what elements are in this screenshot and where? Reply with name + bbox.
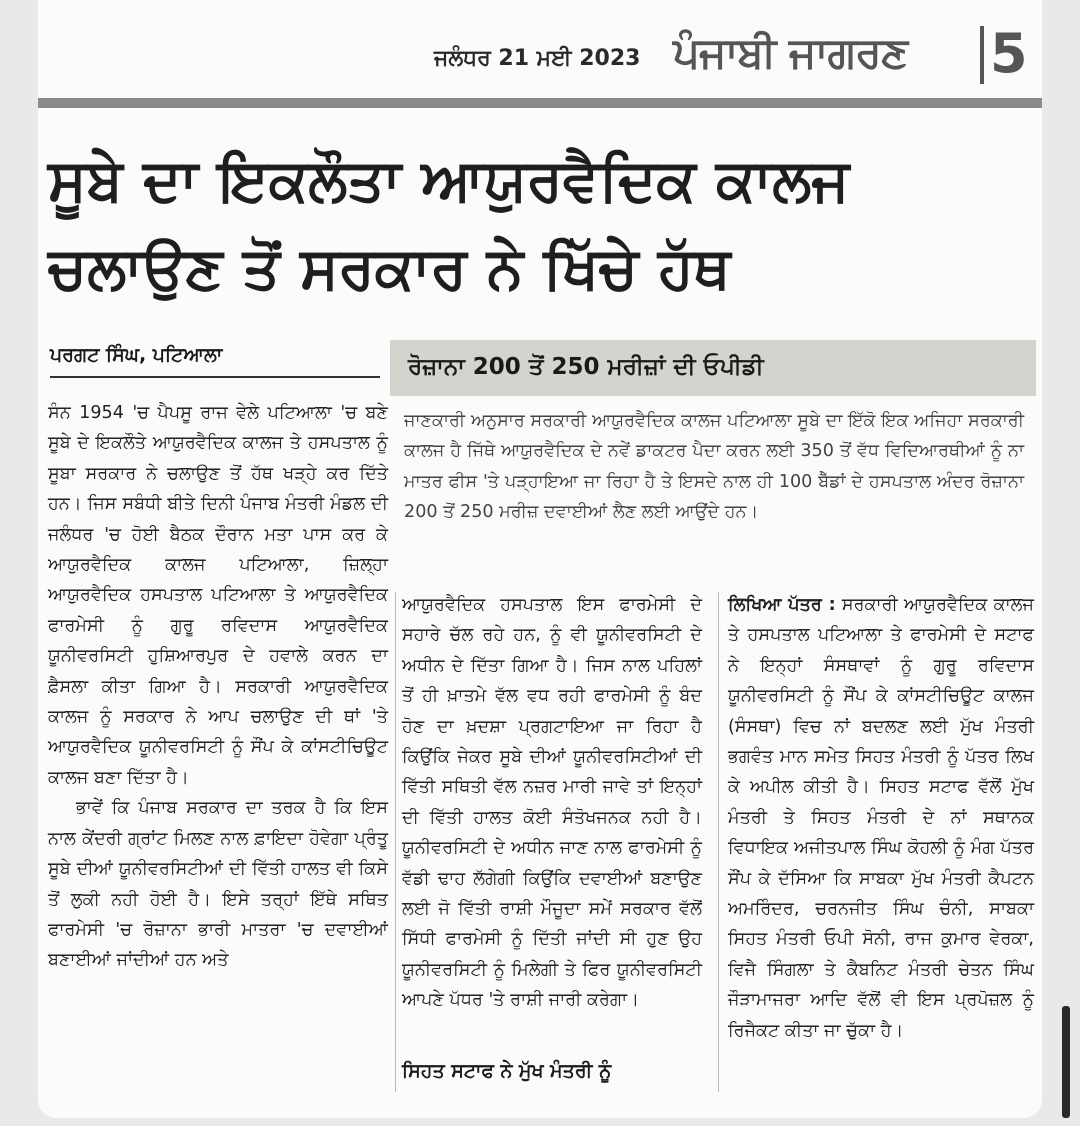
headline: [48, 136, 1038, 312]
byline-rule: [50, 376, 380, 378]
highlight-box-header: [390, 340, 1036, 396]
article-column-3: [728, 590, 1034, 1046]
column-2-subheading: ਸਿਹਤ ਸਟਾਫ ਨੇ ਮੁੱਖ ਮੰਤਰੀ ਨੂੰ: [402, 1060, 612, 1082]
headline-line-1: ਸੂਬੇ ਦਾ ਇਕਲੌਤਾ ਆਯੁਰਵੈਦਿਕ ਕਾਲਜ: [48, 146, 850, 214]
header-rule: [38, 98, 1042, 108]
masthead-divider: [980, 26, 984, 84]
masthead: [38, 18, 1042, 88]
scrollbar-thumb[interactable]: [1062, 1006, 1070, 1118]
column-divider: [395, 592, 396, 1092]
column-1-paragraph-1: ਸੰਨ 1954 'ਚ ਪੈਪਸੂ ਰਾਜ ਵੇਲੇ ਪਟਿਆਲਾ 'ਚ ਬਣੇ ਸੂਬੇ ਦੇ ਇਕਲੌਤੇ ਆਯੁਰਵੈਦਿਕ ਕਾਲਜ ਤੇ ਹਸਪਤਾਲ ਨੂੰ ਸੂਬਾ ਸਰਕਾਰ ਨੇ ਚਲਾਉਣ ਤੋਂ ਹੱਥ ਖੜ੍ਹੇ ਕਰ ਦਿੱਤੇ ਹਨ। ਜਿਸ ਸਬੰਧੀ ਬੀਤੇ ਦਿਨੀ ਪੰਜਾਬ ਮੰਤਰੀ ਮੰਡਲ ਦੀ ਜਲੰਧਰ 'ਚ ਹੋਈ ਬੈਠਕ ਦੌਰਾਨ ਮਤਾ ਪਾਸ ਕਰ ਕੇ ਆਯੁਰਵੈਦਿਕ ਕਾਲਜ ਪਟਿਆਲਾ, ਜ਼ਿਲ੍ਹਾ ਆਯੁਰਵੈਦਿਕ ਹਸਪਤਾਲ ਪਟਿਆਲਾ ਤੇ ਆਯੁਰਵੈਦਿਕ ਫਾਰਮੇਸੀ ਨੂੰ ਗੁਰੂ ਰਵਿਦਾਸ ਆਯੁਰਵੈਦਿਕ ਯੂਨੀਵਰਸਿਟੀ ਹੁਸ਼ਿਆਰਪੁਰ ਦੇ ਹਵਾਲੇ ਕਰਨ ਦਾ ਫ਼ੈਸਲਾ ਕੀਤਾ ਗਿਆ ਹੈ। ਸਰਕਾਰੀ ਆਯੁਰਵੈਦਿਕ ਕਾਲਜ ਨੂੰ ਸਰਕਾਰ ਨੇ ਆਪ ਚਲਾਉਣ ਦੀ ਥਾਂ 'ਤੇ ਆਯੁਰਵੈਦਿਕ ਯੂਨੀਵਰਸਿਟੀ ਨੂੰ ਸੌਂਪ ਕੇ ਕਾਂਸਟੀਚਿਊਟ ਕਾਲਜ ਬਣਾ ਦਿੱਤਾ ਹੈ।: [48, 403, 388, 788]
column-3-text: ਸਰਕਾਰੀ ਆਯੁਰਵੈਦਿਕ ਕਾਲਜ ਤੇ ਹਸਪਤਾਲ ਪਟਿਆਲਾ ਤੇ ਫਾਰਮੇਸੀ ਦੇ ਸਟਾਫ ਨੇ ਇਨ੍ਹਾਂ ਸੰਸਥਾਵਾਂ ਨੂੰ ਗੁਰੂ ਰਵਿਦਾਸ ਯੂਨੀਵਰਸਿਟੀ ਨੂੰ ਸੌਂਪ ਕੇ ਕਾਂਸਟੀਚਿਊਟ ਕਾਲਜ (ਸੰਸਥਾ) ਵਿਚ ਨਾਂ ਬਦਲਣ ਲਈ ਮੁੱਖ ਮੰਤਰੀ ਭਗਵੰਤ ਮਾਨ ਸਮੇਤ ਸਿਹਤ ਮੰਤਰੀ ਨੂੰ ਪੱਤਰ ਲਿਖ ਕੇ ਅਪੀਲ ਕੀਤੀ ਹੈ। ਸਿਹਤ ਸਟਾਫ ਵੱਲੋਂ ਮੁੱਖ ਮੰਤਰੀ ਤੇ ਸਿਹਤ ਮੰਤਰੀ ਦੇ ਨਾਂ ਸਥਾਨਕ ਵਿਧਾਇਕ ਅਜੀਤਪਾਲ ਸਿੰਘ ਕੋਹਲੀ ਨੂੰ ਮੰਗ ਪੱਤਰ ਸੌਂਪ ਕੇ ਦੱਸਿਆ ਕਿ ਸਾਬਕਾ ਮੁੱਖ ਮੰਤਰੀ ਕੈਪਟਨ ਅਮਰਿੰਦਰ, ਚਰਨਜੀਤ ਸਿੰਘ ਚੰਨੀ, ਸਾਬਕਾ ਸਿਹਤ ਮੰਤਰੀ ਓਪੀ ਸੋਨੀ, ਰਾਜ ਕੁਮਾਰ ਵੇਰਕਾ, ਵਿਜੈ ਸਿੰਗਲਾ ਤੇ ਕੈਬਨਿਟ ਮੰਤਰੀ ਚੇਤਨ ਸਿੰਘ ਜੌੜਾਮਾਜਰਾ ਆਦਿ ਵੱਲੋਂ ਵੀ ਇਸ ਪ੍ਰਪੋਜ਼ਲ ਨੂੰ ਰਿਜੈਕਟ ਕੀਤਾ ਜਾ ਚੁੱਕਾ ਹੈ।: [728, 595, 1035, 1041]
byline: ਪਰਗਟ ਸਿੰਘ, ਪਟਿਆਲਾ: [50, 344, 223, 366]
highlight-box-heading: ਰੋਜ਼ਾਨਾ 200 ਤੋਂ 250 ਮਰੀਜ਼ਾਂ ਦੀ ਓਪੀਡੀ: [408, 354, 764, 380]
newspaper-logo: ਪੰਜਾਬੀ ਜਾਗਰਣ: [673, 28, 908, 77]
article-column-2: ਆਯੁਰਵੈਦਿਕ ਹਸਪਤਾਲ ਇਸ ਫਾਰਮੇਸੀ ਦੇ ਸਹਾਰੇ ਚੱਲ ਰਹੇ ਹਨ, ਨੂੰ ਵੀ ਯੂਨੀਵਰਸਿਟੀ ਦੇ ਅਧੀਨ ਦੇ ਦਿੱਤਾ ਗਿਆ ਹੈ। ਜਿਸ ਨਾਲ ਪਹਿਲਾਂ ਤੋਂ ਹੀ ਖ਼ਾਤਮੇ ਵੱਲ ਵਧ ਰਹੀ ਫਾਰਮੇਸੀ ਨੂੰ ਬੰਦ ਹੋਣ ਦਾ ਖ਼ਦਸ਼ਾ ਪ੍ਰਗਟਾਇਆ ਜਾ ਰਿਹਾ ਹੈ ਕਿਉਂਕਿ ਜੇਕਰ ਸੂਬੇ ਦੀਆਂ ਯੂਨੀਵਰਸਿਟੀਆਂ ਦੀ ਵਿੱਤੀ ਸਥਿਤੀ ਵੱਲ ਨਜ਼ਰ ਮਾਰੀ ਜਾਵੇ ਤਾਂ ਇਨ੍ਹਾਂ ਦੀ ਵਿੱਤੀ ਹਾਲਤ ਕੋਈ ਸੰਤੋਖਜਨਕ ਨਹੀ ਹੈ। ਯੂਨੀਵਰਸਿਟੀ ਦੇ ਅਧੀਨ ਜਾਣ ਨਾਲ ਫਾਰਮੇਸੀ ਨੂੰ ਵੱਡੀ ਢਾਹ ਲੱਗੇਗੀ ਕਿਉਂਕਿ ਦਵਾਈਆਂ ਬਣਾਉਣ ਲਈ ਜੋ ਵਿੱਤੀ ਰਾਸ਼ੀ ਮੌਜੂਦਾ ਸਮੇਂ ਸਰਕਾਰ ਵੱਲੋਂ ਸਿੱਧੀ ਫਾਰਮੇਸੀ ਨੂੰ ਦਿੱਤੀ ਜਾਂਦੀ ਸੀ ਹੁਣ ਉਹ ਯੂਨੀਵਰਸਿਟੀ ਨੂੰ ਮਿਲੇਗੀ ਤੇ ਫਿਰ ਯੂਨੀਵਰਸਿਟੀ ਆਪਣੇ ਪੱਧਰ 'ਤੇ ਰਾਸ਼ੀ ਜਾਰੀ ਕਰੇਗਾ।: [402, 595, 702, 1011]
column-divider: [718, 592, 719, 1092]
article-column-1: [48, 398, 388, 976]
column-3-lead: ਲਿਖਿਆ ਪੱਤਰ :: [728, 595, 836, 615]
newspaper-page: [38, 0, 1042, 1118]
headline-line-2: ਚਲਾਉਣ ਤੋਂ ਸਰਕਾਰ ਨੇ ਖਿੱਚੇ ਹੱਥ: [48, 234, 731, 302]
page-number: 5: [990, 22, 1028, 85]
highlight-box-text: ਜਾਣਕਾਰੀ ਅਨੁਸਾਰ ਸਰਕਾਰੀ ਆਯੁਰਵੈਦਿਕ ਕਾਲਜ ਪਟਿਆਲਾ ਸੂਬੇ ਦਾ ਇੱਕੋ ਇਕ ਅਜਿਹਾ ਸਰਕਾਰੀ ਕਾਲਜ ਹੈ ਜਿੱਥੇ ਆਯੁਰਵੈਦਿਕ ਦੇ ਨਵੇਂ ਡਾਕਟਰ ਪੈਦਾ ਕਰਨ ਲਈ 350 ਤੋਂ ਵੱਧ ਵਿਦਿਆਰਥੀਆਂ ਨੂੰ ਨਾ ਮਾਤਰ ਫੀਸ 'ਤੇ ਪੜ੍ਹਾਇਆ ਜਾ ਰਿਹਾ ਹੈ ਤੇ ਇਸਦੇ ਨਾਲ ਹੀ 100 ਬੈੱਡਾਂ ਦੇ ਹਸਪਤਾਲ ਅੰਦਰ ਰੋਜ਼ਾਨਾ 200 ਤੋਂ 250 ਮਰੀਜ਼ ਦਵਾਈਆਂ ਲੈਣ ਲਈ ਆਉਂਦੇ ਹਨ।: [404, 411, 1024, 523]
highlight-box: [390, 340, 1036, 572]
edition-date: ਜਲੰਧਰ 21 ਮਈ 2023: [434, 46, 641, 71]
column-1-paragraph-2: ਭਾਵੇਂ ਕਿ ਪੰਜਾਬ ਸਰਕਾਰ ਦਾ ਤਰਕ ਹੈ ਕਿ ਇਸ ਨਾਲ ਕੇਂਦਰੀ ਗ੍ਰਾਂਟ ਮਿਲਣ ਨਾਲ ਫ਼ਾਇਦਾ ਹੋਵੇਗਾ ਪ੍ਰੰਤੂ ਸੂਬੇ ਦੀਆਂ ਯੂਨੀਵਰਸਿਟੀਆਂ ਦੀ ਵਿੱਤੀ ਹਾਲਤ ਵੀ ਕਿਸੇ ਤੋਂ ਲੁਕੀ ਨਹੀ ਹੋਈ ਹੈ। ਇਸੇ ਤਰ੍ਹਾਂ ਇੱਥੇ ਸਥਿਤ ਫਾਰਮੇਸੀ 'ਚ ਰੋਜ਼ਾਨਾ ਭਾਰੀ ਮਾਤਰਾ 'ਚ ਦਵਾਈਆਂ ਬਣਾਈਆਂ ਜਾਂਦੀਆਂ ਹਨ ਅਤੇ: [48, 798, 388, 971]
